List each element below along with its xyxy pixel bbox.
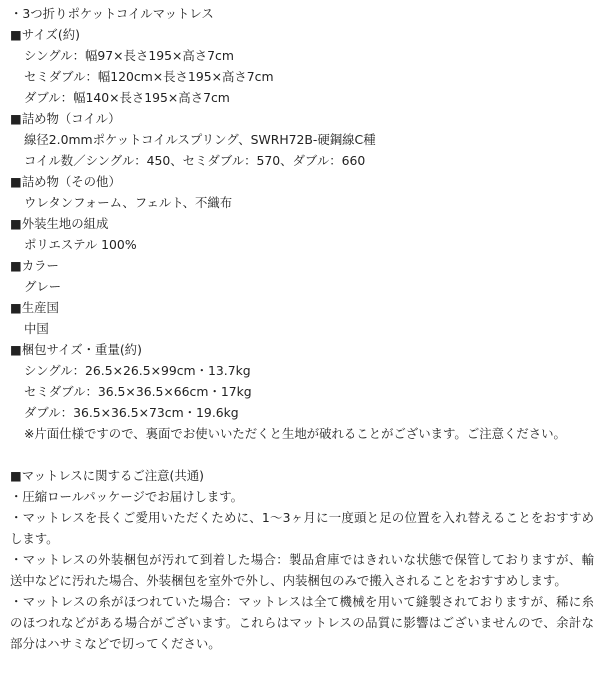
origin-heading: ■生産国 [10,300,59,315]
package-double: ダブル：36.5×36.5×73cm・19.6kg [24,405,239,420]
note-line: のほつれなどがある場合がございます。これらはマットレスの品質に影響はございませんので、余計な [10,615,594,630]
size-heading: ■サイズ(約) [10,27,80,42]
note-line: します。 [10,531,59,546]
package-heading: ■梱包サイズ・重量(約) [10,342,142,357]
color-value: グレー [24,279,62,294]
coil-heading: ■詰め物（コイル） [10,111,121,126]
color-heading: ■カラー [10,258,59,273]
fabric-heading: ■外装生地の組成 [10,216,109,231]
note-line: 部分はハサミなどで切ってください。 [10,636,221,651]
other-filling-materials: ウレタンフォーム、フェルト、不織布 [24,195,233,210]
product-title: ・3つ折りポケットコイルマットレス [10,6,214,21]
package-semi-double: セミダブル：36.5×36.5×66cm・17kg [24,384,252,399]
note-line: 送中などに汚れた場合、外装梱包を室外で外し、内装梱包のみで搬入されることをおすすめします。 [10,573,567,588]
fabric-composition: ポリエステル 100% [24,237,137,252]
single-sided-warning: ※片面仕様ですので、裏面でお使いいただくと生地が破れることがございます。ご注意ください。 [24,426,566,441]
note-line: ・マットレスの外装梱包が汚れて到着した場合：製品倉庫ではきれいな状態で保管しておりますが、輸 [10,552,594,567]
coil-spec: 線径2.0mmポケットコイルスプリング、SWRH72B-硬鋼線C種 [24,132,376,147]
origin-value: 中国 [24,321,49,336]
package-single: シングル：26.5×26.5×99cm・13.7kg [24,363,251,378]
size-semi-double: セミダブル：幅120cm×長さ195×高さ7cm [24,69,274,84]
other-filling-heading: ■詰め物（その他） [10,174,121,189]
note-line: ・マットレスを長くご愛用いただくために、1〜3ヶ月に一度頭と足の位置を入れ替えることをおすすめ [10,510,594,525]
size-single: シングル：幅97×長さ195×高さ7cm [24,48,234,63]
notes-heading: ■マットレスに関するご注意(共通) [10,468,204,483]
coil-count: コイル数／シングル：450、セミダブル：570、ダブル：660 [24,153,366,168]
size-double: ダブル：幅140×長さ195×高さ7cm [24,90,230,105]
note-line: ・マットレスの糸がほつれていた場合：マットレスは全て機械を用いて縫製されておりますが、稀に糸 [10,594,594,609]
note-line: ・圧縮ロールパッケージでお届けします。 [10,489,244,504]
